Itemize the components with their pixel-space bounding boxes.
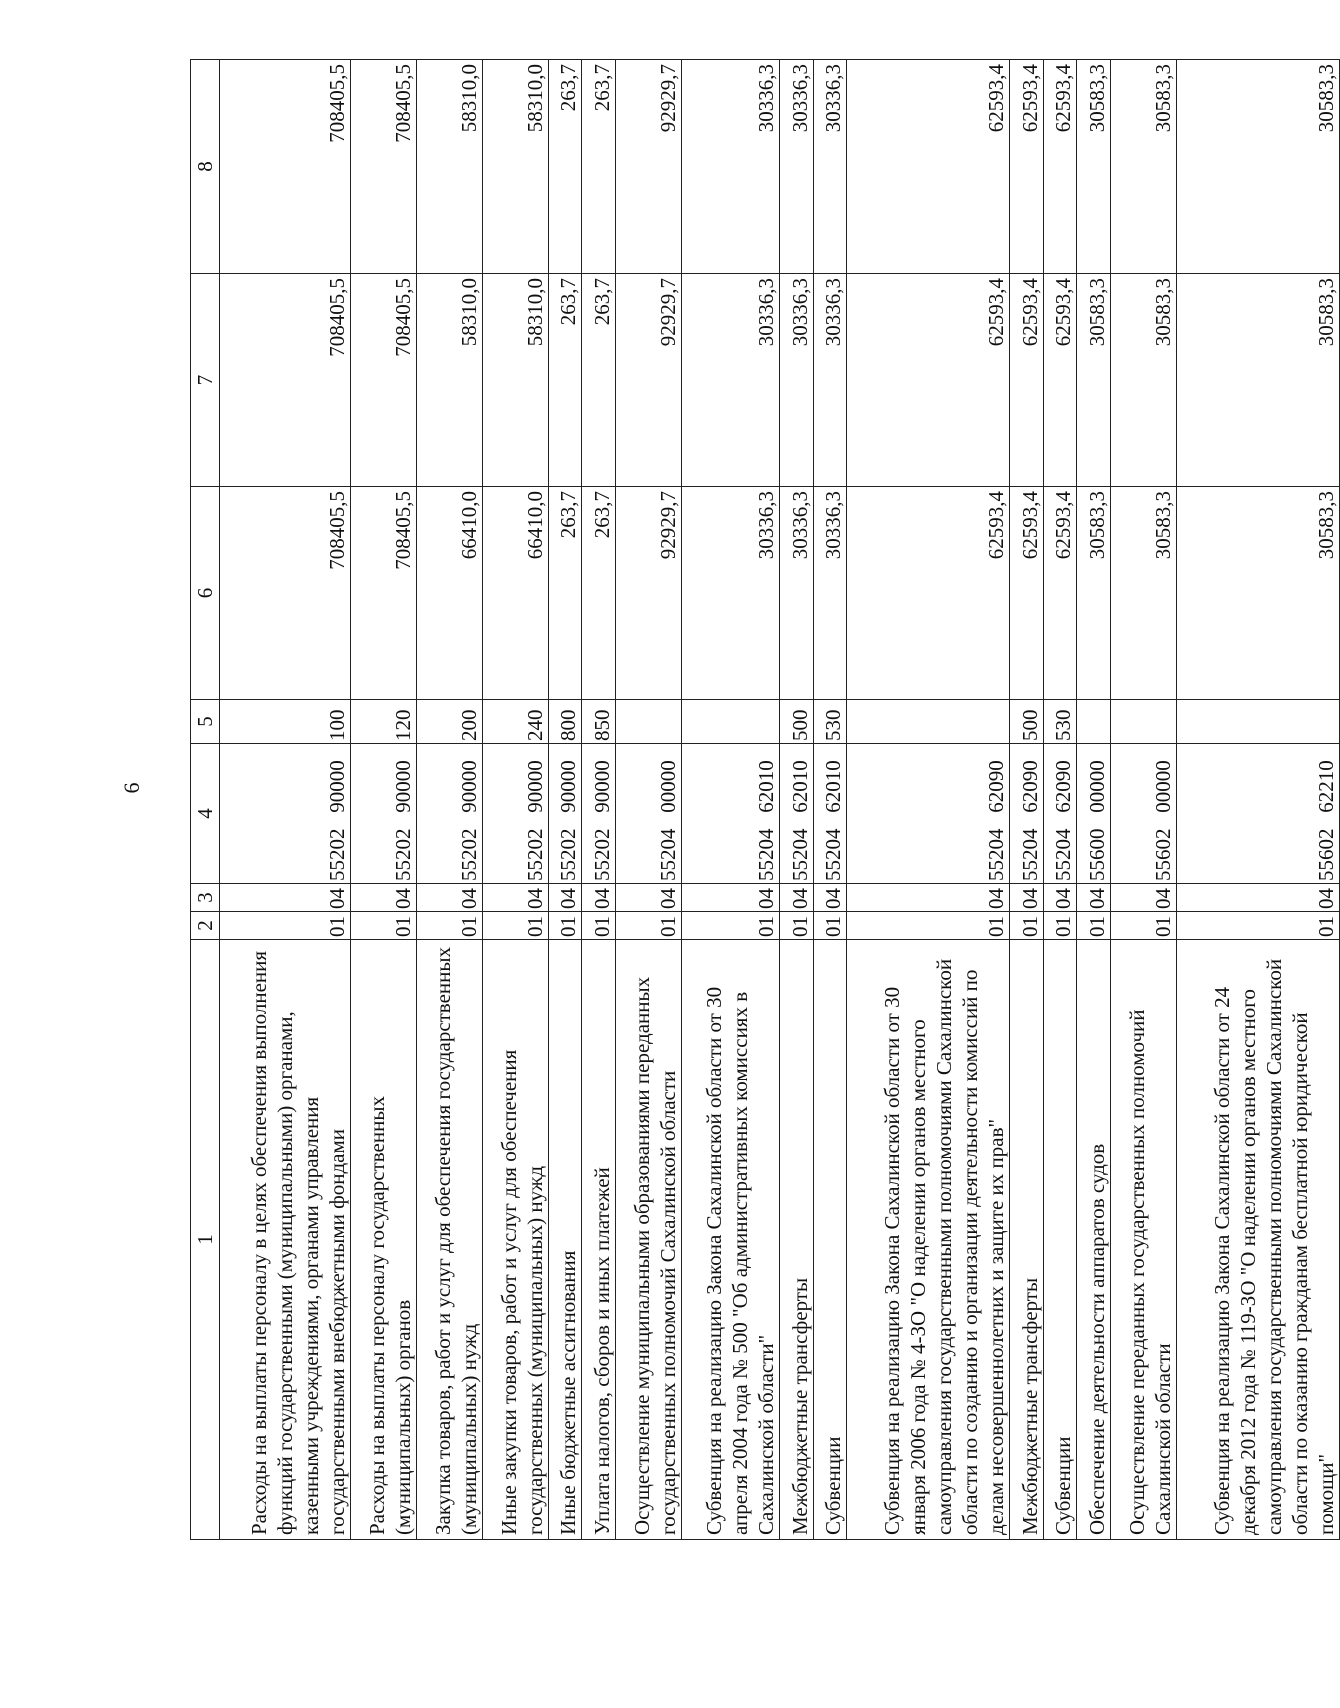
- target-article-code: 55204 62090: [847, 744, 1010, 884]
- item-name: Субвенции: [1043, 940, 1077, 1540]
- amount-col6: 30336,3: [779, 487, 813, 700]
- target-article-code: 55204 62010: [813, 744, 847, 884]
- expense-type-code: 240: [482, 700, 548, 744]
- amount-col8: 30583,3: [1110, 60, 1176, 274]
- expense-type-code: [681, 700, 779, 744]
- item-name: Межбюджетные трансферты: [1010, 940, 1044, 1540]
- amount-col7: 30583,3: [1077, 274, 1111, 487]
- amount-col8: 30583,3: [1176, 60, 1339, 274]
- amount-col8: 30336,3: [779, 60, 813, 274]
- amount-col6: 30336,3: [813, 487, 847, 700]
- amount-col6: 263,7: [548, 487, 582, 700]
- amount-col7: 263,7: [582, 274, 616, 487]
- amount-col7: 30336,3: [779, 274, 813, 487]
- amount-col8: 92929,7: [615, 60, 681, 274]
- expense-type-code: [1176, 700, 1339, 744]
- item-name: Иные закупки товаров, работ и услуг для обеспечения государственных (муниципальных) нужд: [482, 940, 548, 1540]
- item-name: Иные бюджетные ассигнования: [548, 940, 582, 1540]
- amount-col8: 30336,3: [813, 60, 847, 274]
- amount-col8: 58310,0: [482, 60, 548, 274]
- item-name: Расходы на выплаты персоналу в целях обеспечения выполнения функций государственными (муниципальными) органами, казенными учреждениями, органами управления государственными внебюджетными фондами: [220, 940, 351, 1540]
- amount-col7: 58310,0: [416, 274, 482, 487]
- amount-col6: 263,7: [582, 487, 616, 700]
- target-article-code: 55202 90000: [416, 744, 482, 884]
- amount-col6: 30583,3: [1110, 487, 1176, 700]
- subsection-code: 04: [1176, 884, 1339, 912]
- amount-col6: 708405,5: [350, 487, 416, 700]
- target-article-code: 55202 90000: [582, 744, 616, 884]
- subsection-code: 04: [681, 884, 779, 912]
- amount-col7: 62593,4: [847, 274, 1010, 487]
- subsection-code: 04: [779, 884, 813, 912]
- table-row: [482, 60, 548, 1540]
- target-article-code: 55204 00000: [615, 744, 681, 884]
- amount-col6: 92929,7: [615, 487, 681, 700]
- table-row: [847, 60, 1010, 1540]
- subsection-code: 04: [1010, 884, 1044, 912]
- section-code: 01: [582, 912, 616, 940]
- amount-col7: 62593,4: [1043, 274, 1077, 487]
- subsection-code: 04: [1110, 884, 1176, 912]
- amount-col6: 62593,4: [1043, 487, 1077, 700]
- item-name: Межбюджетные трансферты: [779, 940, 813, 1540]
- amount-col6: 30336,3: [681, 487, 779, 700]
- item-name: Субвенция на реализацию Закона Сахалинской области от 24 декабря 2012 года № 119-ЗО "О наделении органов местного самоуправления государственными полномочиями Сахалинской области по оказанию гражданам бесплатной юридической помощи": [1176, 940, 1339, 1540]
- expense-type-code: 530: [813, 700, 847, 744]
- expense-type-code: [1110, 700, 1176, 744]
- section-code: 01: [847, 912, 1010, 940]
- target-article-code: 55602 62210: [1176, 744, 1339, 884]
- expense-type-code: 800: [548, 700, 582, 744]
- expense-type-code: 850: [582, 700, 616, 744]
- subsection-code: 04: [220, 884, 351, 912]
- item-name: Расходы на выплаты персоналу государственных (муниципальных) органов: [350, 940, 416, 1540]
- table-row: [416, 60, 482, 1540]
- page-number: 6: [119, 782, 144, 794]
- amount-col6: 30583,3: [1176, 487, 1339, 700]
- subsection-code: 04: [615, 884, 681, 912]
- table-row: [1010, 60, 1044, 1540]
- amount-col8: 263,7: [548, 60, 582, 274]
- amount-col7: 30583,3: [1176, 274, 1339, 487]
- item-name: Обеспечение деятельности аппаратов судов: [1077, 940, 1111, 1540]
- target-article-code: 55202 90000: [482, 744, 548, 884]
- subsection-code: 04: [548, 884, 582, 912]
- table-row: [1043, 60, 1077, 1540]
- column-header: 7: [191, 274, 220, 487]
- amount-col6: 66410,0: [416, 487, 482, 700]
- amount-col8: 58310,0: [416, 60, 482, 274]
- amount-col7: 92929,7: [615, 274, 681, 487]
- section-code: 01: [1010, 912, 1044, 940]
- header-row: [191, 60, 220, 1540]
- subsection-code: 04: [1077, 884, 1111, 912]
- amount-col7: 58310,0: [482, 274, 548, 487]
- table-row: [681, 60, 779, 1540]
- column-header: 6: [191, 487, 220, 700]
- amount-col8: 62593,4: [847, 60, 1010, 274]
- section-code: 01: [350, 912, 416, 940]
- section-code: 01: [681, 912, 779, 940]
- target-article-code: 55204 62090: [1043, 744, 1077, 884]
- section-code: 01: [1110, 912, 1176, 940]
- item-name: Субвенция на реализацию Закона Сахалинской области от 30 января 2006 года № 4-ЗО "О наделении органов местного самоуправления государственными полномочиями Сахалинской области по созданию и организации деятельности комиссий по делам несовершеннолетних и защите их прав": [847, 940, 1010, 1540]
- column-header: 5: [191, 700, 220, 744]
- table-row: [1176, 60, 1339, 1540]
- expense-type-code: 530: [1043, 700, 1077, 744]
- amount-col7: 708405,5: [350, 274, 416, 487]
- subsection-code: 04: [847, 884, 1010, 912]
- amount-col8: 263,7: [582, 60, 616, 274]
- amount-col8: 62593,4: [1010, 60, 1044, 274]
- section-code: 01: [1176, 912, 1339, 940]
- amount-col8: 30583,3: [1077, 60, 1111, 274]
- table-row: [813, 60, 847, 1540]
- target-article-code: 55204 62090: [1010, 744, 1044, 884]
- item-name: Закупка товаров, работ и услуг для обеспечения государственных (муниципальных) нужд: [416, 940, 482, 1540]
- section-code: 01: [813, 912, 847, 940]
- expense-type-code: [1077, 700, 1111, 744]
- amount-col7: 30583,3: [1110, 274, 1176, 487]
- subsection-code: 04: [482, 884, 548, 912]
- budget-table: [190, 59, 1340, 1540]
- budget-table-container: [190, 60, 1340, 1540]
- table-row: [548, 60, 582, 1540]
- expense-type-code: 500: [1010, 700, 1044, 744]
- amount-col6: 62593,4: [847, 487, 1010, 700]
- subsection-code: 04: [416, 884, 482, 912]
- item-name: Субвенции: [813, 940, 847, 1540]
- expense-type-code: 500: [779, 700, 813, 744]
- target-article-code: 55204 62010: [779, 744, 813, 884]
- amount-col8: 30336,3: [681, 60, 779, 274]
- amount-col6: 66410,0: [482, 487, 548, 700]
- amount-col7: 263,7: [548, 274, 582, 487]
- expense-type-code: [615, 700, 681, 744]
- expense-type-code: 100: [220, 700, 351, 744]
- target-article-code: 55204 62010: [681, 744, 779, 884]
- section-code: 01: [779, 912, 813, 940]
- subsection-code: 04: [813, 884, 847, 912]
- amount-col6: 708405,5: [220, 487, 351, 700]
- column-header: 4: [191, 744, 220, 884]
- item-name: Осуществление муниципальными образованиями переданных государственных полномочий Сахалинской области: [615, 940, 681, 1540]
- column-header: 8: [191, 60, 220, 274]
- amount-col6: 30583,3: [1077, 487, 1111, 700]
- table-row: [350, 60, 416, 1540]
- item-name: Осуществление переданных государственных полномочий Сахалинской области: [1110, 940, 1176, 1540]
- section-code: 01: [416, 912, 482, 940]
- table-row: [582, 60, 616, 1540]
- section-code: 01: [615, 912, 681, 940]
- expense-type-code: [847, 700, 1010, 744]
- section-code: 01: [482, 912, 548, 940]
- subsection-code: 04: [582, 884, 616, 912]
- table-row: [779, 60, 813, 1540]
- item-name: Субвенция на реализацию Закона Сахалинской области от 30 апреля 2004 года № 500 "Об административных комиссиях в Сахалинской области": [681, 940, 779, 1540]
- subsection-code: 04: [1043, 884, 1077, 912]
- amount-col7: 62593,4: [1010, 274, 1044, 487]
- table-row: [220, 60, 351, 1540]
- subsection-code: 04: [350, 884, 416, 912]
- section-code: 01: [1043, 912, 1077, 940]
- amount-col7: 708405,5: [220, 274, 351, 487]
- column-header: 1: [191, 940, 220, 1540]
- amount-col7: 30336,3: [813, 274, 847, 487]
- column-header: 3: [191, 884, 220, 912]
- target-article-code: 55600 00000: [1077, 744, 1111, 884]
- amount-col6: 62593,4: [1010, 487, 1044, 700]
- item-name: Уплата налогов, сборов и иных платежей: [582, 940, 616, 1540]
- section-code: 01: [220, 912, 351, 940]
- amount-col8: 708405,5: [350, 60, 416, 274]
- section-code: 01: [548, 912, 582, 940]
- target-article-code: 55202 90000: [220, 744, 351, 884]
- section-code: 01: [1077, 912, 1111, 940]
- table-row: [1077, 60, 1111, 1540]
- target-article-code: 55202 90000: [350, 744, 416, 884]
- expense-type-code: 120: [350, 700, 416, 744]
- table-row: [1110, 60, 1176, 1540]
- amount-col8: 62593,4: [1043, 60, 1077, 274]
- amount-col7: 30336,3: [681, 274, 779, 487]
- table-row: [615, 60, 681, 1540]
- target-article-code: 55602 00000: [1110, 744, 1176, 884]
- amount-col8: 708405,5: [220, 60, 351, 274]
- expense-type-code: 200: [416, 700, 482, 744]
- target-article-code: 55202 90000: [548, 744, 582, 884]
- column-header: 2: [191, 912, 220, 940]
